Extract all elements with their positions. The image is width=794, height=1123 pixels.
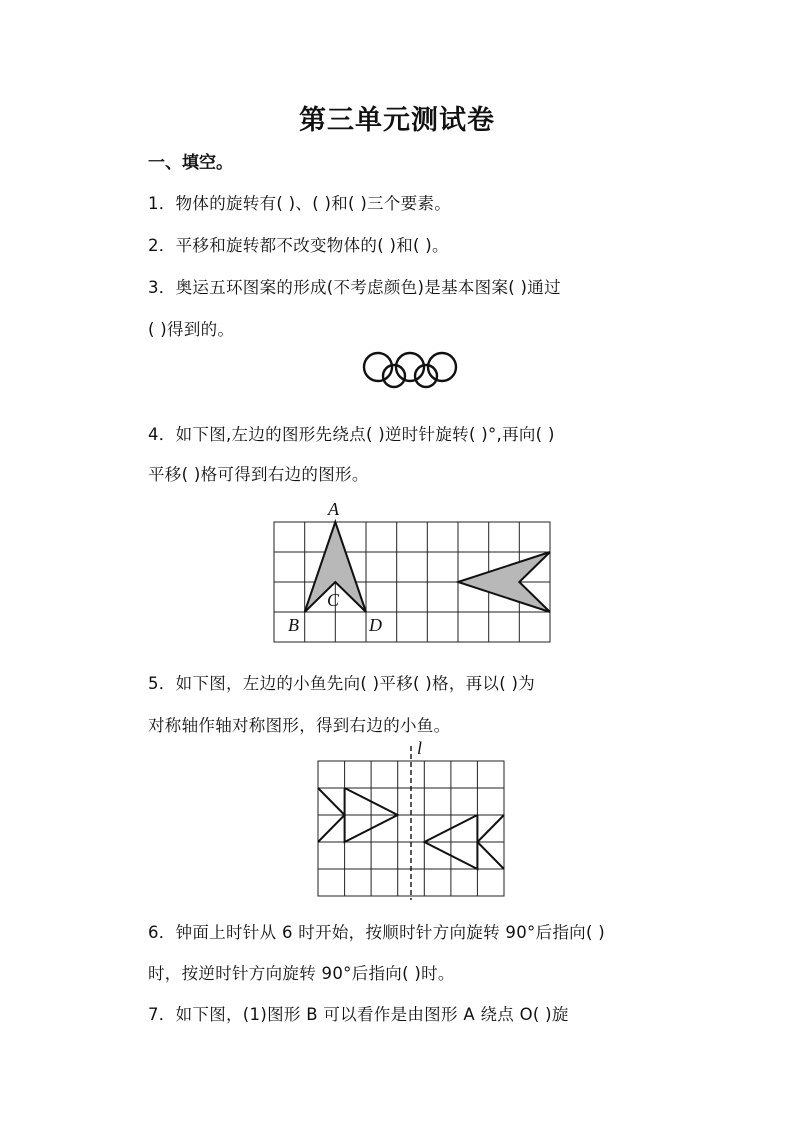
- ring-4: [383, 365, 405, 387]
- question-4-line-2: 平移( )格可得到右边的图形。: [148, 465, 369, 484]
- question-3-line-2: ( )得到的。: [148, 320, 235, 339]
- question-1: 1．物体的旋转有( )、( )和( )三个要素。: [148, 194, 452, 213]
- label-c: C: [327, 590, 340, 610]
- label-a: A: [328, 499, 339, 519]
- question-6-line-1: 6．钟面上时针从 6 时开始，按顺时针方向旋转 90°后指向( ): [148, 923, 605, 942]
- question-2: 2．平移和旋转都不改变物体的( )和( )。: [148, 236, 449, 255]
- section-heading: 一、填空。: [148, 153, 233, 173]
- ring-5: [415, 365, 437, 387]
- label-b: B: [288, 615, 299, 635]
- axis-label-l: l: [417, 738, 423, 758]
- label-d: D: [369, 615, 382, 635]
- figure-4-grid: [270, 498, 554, 644]
- figure-5-grid: [316, 740, 508, 900]
- page-title: 第三单元测试卷: [299, 105, 495, 136]
- question-6-line-2: 时，按逆时针方向旋转 90°后指向( )时。: [148, 964, 455, 983]
- question-5-line-1: 5．如下图，左边的小鱼先向( )平移( )格，再以( )为: [148, 674, 536, 693]
- question-7-line-1: 7．如下图，(1)图形 B 可以看作是由图形 A 绕点 O( )旋: [148, 1005, 569, 1024]
- question-3-line-1: 3．奥运五环图案的形成(不考虑颜色)是基本图案( )通过: [148, 278, 561, 297]
- question-4-line-1: 4．如下图,左边的图形先绕点( )逆时针旋转( )°,再向( ): [148, 425, 555, 444]
- olympic-rings-figure: [360, 352, 460, 388]
- question-5-line-2: 对称轴作轴对称图形，得到右边的小鱼。: [148, 716, 451, 735]
